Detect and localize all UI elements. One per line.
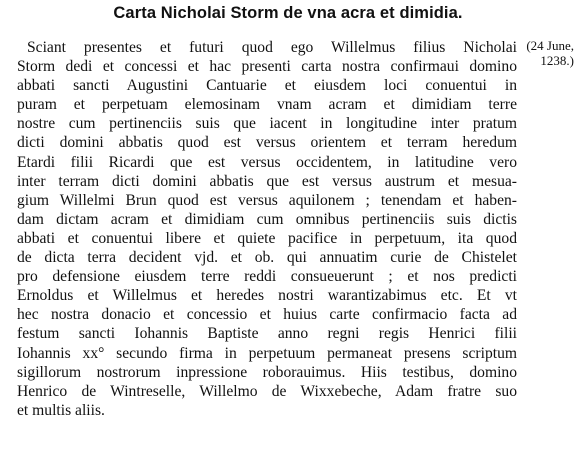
text-line: inter terram dicti domini abbatis que est versus austrum et mesua- bbox=[17, 172, 517, 190]
text-line: de dicta terra decident vjd. et ob. qui annuatim curie de Chistelet bbox=[17, 249, 517, 267]
text-line: et multis aliis. bbox=[17, 401, 105, 419]
text-line: dam dictam acram et dimidiam cum omnibus pertinenciis suis dictis bbox=[17, 210, 517, 228]
text-line: abbati et conuentui libere et quiete pacifice in perpetuum, ita quod bbox=[17, 229, 517, 247]
margin-note-line-2: 1238.) bbox=[540, 53, 574, 68]
margin-note-line-1: (24 June, bbox=[526, 38, 574, 53]
text-line: hec nostra donacio et concessio et huius carte confirmacio facta ad bbox=[17, 306, 517, 324]
margin-date-note bbox=[516, 38, 574, 68]
text-line: Iohannis xx° secundo firma in perpetuum permaneat presens scriptum bbox=[17, 344, 517, 362]
text-line: Etardi filii Ricardi que est versus occidentem, in latitudine vero bbox=[17, 153, 517, 171]
text-line: abbati sancti Augustini Cantuarie et eiusdem loci conuentui in bbox=[17, 77, 517, 95]
text-line: nostre cum pertinenciis suis que iacent in longitudine inter pratum bbox=[17, 115, 517, 133]
text-line: puram et perpetuam elemosinam vnam acram et dimidiam terre bbox=[17, 96, 517, 114]
text-line: dicti domini abbatis quod est versus orientem et terram heredum bbox=[17, 134, 517, 152]
text-line: Storm dedi et concessi et hac presenti carta nostra confirmaui domino bbox=[17, 58, 517, 76]
text-line: gium Willelmi Brun quod est versus aquilonem ; tenendam et haben- bbox=[17, 191, 517, 209]
text-line: Ernoldus et Willelmus et heredes nostri warantizabimus etc. Et vt bbox=[17, 287, 517, 305]
text-line: sigillorum nostrorum inpressione roborauimus. Hiis testibus, domino bbox=[17, 363, 517, 381]
charter-text bbox=[17, 38, 517, 420]
text-line: Sciant presentes et futuri quod ego Willelmus filius Nicholai bbox=[27, 39, 517, 56]
text-line: Henrico de Wintreselle, Willelmo de Wixxebeche, Adam fratre suo bbox=[17, 382, 517, 400]
document-heading: Carta Nicholai Storm de vna acra et dimidia. bbox=[113, 4, 463, 22]
text-line: festum sancti Iohannis Baptiste anno regni regis Henrici filii bbox=[17, 325, 517, 343]
text-line: pro defensione eiusdem terre reddi consueuerunt ; et nos predicti bbox=[17, 268, 517, 286]
